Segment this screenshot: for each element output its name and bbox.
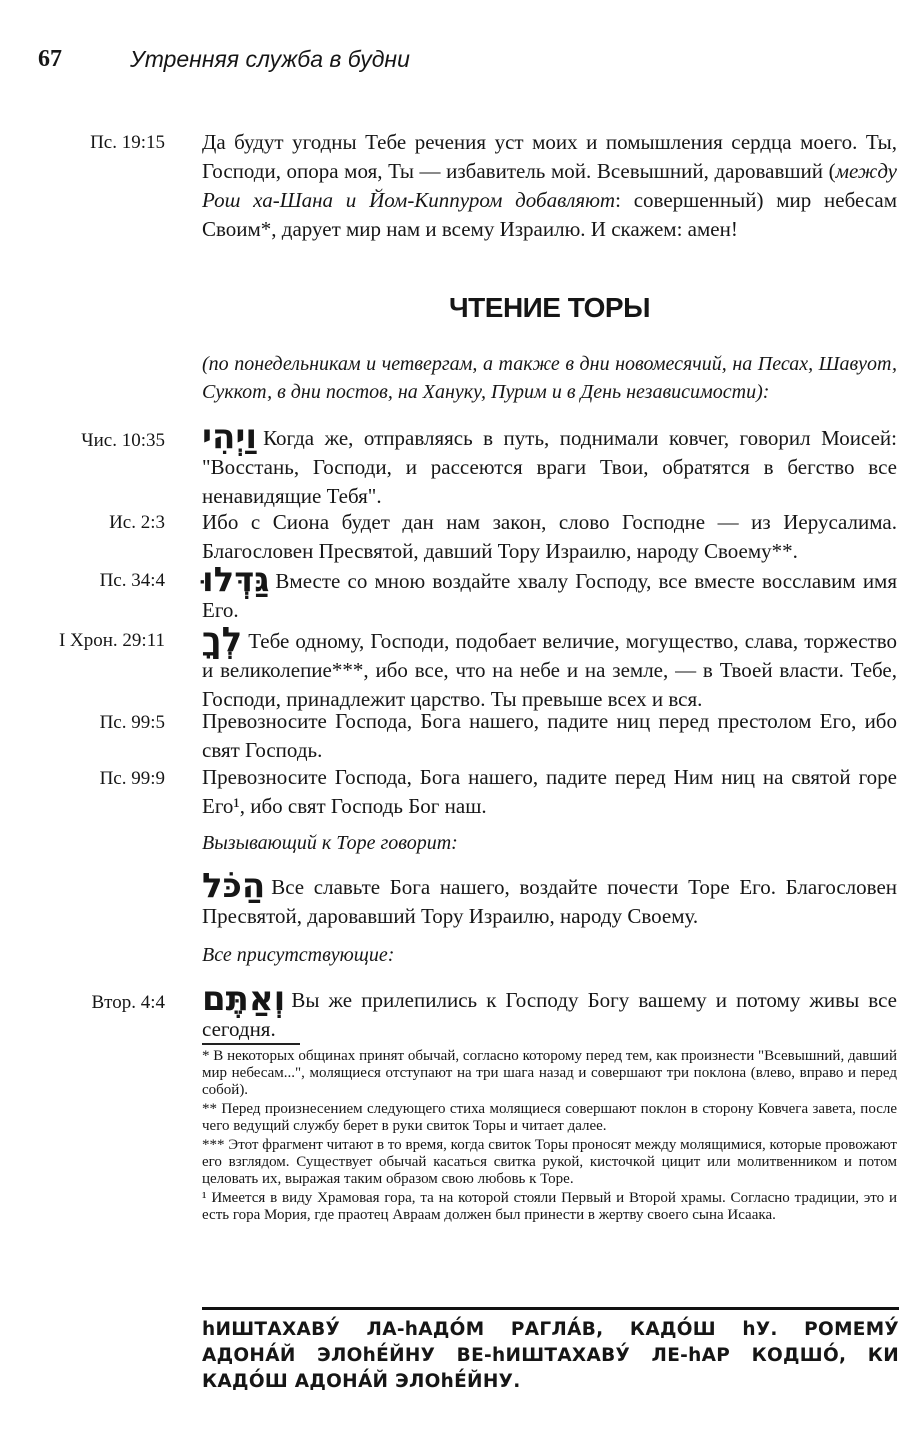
- verse-text: Превозносите Господа, Бога нашего, падите ниц перед престолом Его, ибо свят Господь.: [202, 709, 897, 762]
- verse-rubric: между Рош ха-Шана и Йом-Киппуром добавляют: [202, 159, 897, 212]
- verse-paragraph: [202, 707, 897, 765]
- hebrew-incipit: וְאַתֶּם: [202, 979, 286, 1019]
- section-intro: (по понедельникам и четвергам, а также в дни новомесячий, на Песах, Шавуот, Суккот, в дни постов, на Хануку, Пурим и в День независимости):: [202, 353, 897, 403]
- page-number: 67: [38, 46, 62, 72]
- rubric-congregation: Все присутствующие:: [202, 944, 395, 966]
- running-title: Утренняя служба в будни: [130, 46, 410, 72]
- verse-paragraph: [202, 560, 897, 625]
- verse-paragraph: [202, 763, 897, 821]
- transliteration-separator: [202, 1307, 899, 1310]
- verse-text: Когда же, отправляясь в путь, поднимали ковчег, говорил Моисей: "Восстань, Господи, и рассеются враги Твои, обратятся в бегство все ненавидящие Тебя".: [202, 426, 897, 508]
- verse-text: Все славьте Бога нашего, воздайте почести Торе Его. Благословен Пресвятой, даровавший Тору Израилю, народу Своему.: [202, 875, 897, 928]
- verse-reference: I Хрон. 29:11: [58, 630, 165, 651]
- verse-text: Тебе одному, Господи, подобает величие, могущество, слава, торжество и великолепие***, ибо все, что на небе и на земле, — в Твоей власти. Тебе, Господи, принадлежит царство. Ты превыше всех и вся.: [202, 629, 897, 711]
- hebrew-incipit: לְךָ: [202, 620, 243, 660]
- hebrew-incipit: וַיְהִי: [202, 417, 258, 457]
- section-title: ЧТЕНИЕ ТОРЫ: [448, 292, 651, 323]
- footnotes: [202, 1048, 897, 1224]
- rubric-caller: Вызывающий к Торе говорит:: [202, 832, 458, 854]
- footnote: * В некоторых общинах принят обычай, согласно которому перед тем, как произнести "Всевышний, давший мир небесам...", молящиеся отступают на три шага назад и совершают три поклона (влево, вправо и перед собой).: [202, 1048, 897, 1098]
- verse-text: : совершенный) мир небесам Своим*, дарует мир нам и всему Израилю. И скажем: амен!: [202, 188, 898, 241]
- verse-reference: Чис. 10:35: [81, 430, 165, 451]
- verse-paragraph: [202, 508, 897, 566]
- footnote-separator: [202, 1043, 300, 1045]
- verse-paragraph: [202, 979, 897, 1044]
- verse-reference: Пс. 34:4: [99, 570, 165, 591]
- verse-paragraph: [202, 620, 897, 714]
- page-header: [38, 40, 898, 80]
- verse-paragraph: [202, 866, 897, 931]
- verse-reference: Втор. 4:4: [91, 992, 165, 1013]
- footnote: ** Перед произнесением следующего стиха молящиеся совершают поклон в сторону Ковчега завета, после чего ведущий службу берет в руки свиток Торы и читает далее.: [202, 1101, 897, 1134]
- transliteration: hИШТАХАВУ́ ЛА-hАДО́М РАГЛА́В, КАДО́Ш hУ. РОМЕМУ́ АДОНА́Й ЭЛОhЕ́ЙНУ ВЕ-hИШТАХАВУ́ ЛЕ-hАР КОДШО́, КИ КАДО́Ш АДОНА́Й ЭЛОhЕ́ЙНУ.: [202, 1319, 899, 1392]
- verse-reference: Пс. 99:9: [99, 768, 165, 789]
- verse-text: Вы же прилепились к Господу Богу вашему и потому живы все сегодня.: [202, 988, 897, 1041]
- verse-paragraph: [202, 128, 897, 244]
- verse-reference: Пс. 99:5: [99, 712, 165, 733]
- footnote: ¹ Имеется в виду Храмовая гора, та на которой стояли Первый и Второй храмы. Согласно традиции, это и есть гора Мория, где праотец Авраам должен был принести в жертву своего сына Исаака.: [202, 1190, 897, 1223]
- hebrew-incipit: הַכֹּל: [202, 866, 266, 906]
- verse-text: Вместе со мною воздайте хвалу Господу, все вместе восславим имя Его.: [202, 569, 897, 622]
- verse-text: Ибо с Сиона будет дан нам закон, слово Господне — из Иерусалима. Благословен Пресвятой, давший Тору Израилю, народу Своему**.: [202, 510, 897, 563]
- verse-reference: Ис. 2:3: [109, 512, 165, 533]
- hebrew-incipit: גַּדְּלוּ: [202, 560, 270, 600]
- verse-reference: Пс. 19:15: [90, 132, 165, 153]
- verse-text: Превозносите Господа, Бога нашего, падите перед Ним ниц на святой горе Его¹, ибо свят Господь Бог наш.: [202, 765, 897, 818]
- verse-paragraph: [202, 417, 897, 511]
- footnote: *** Этот фрагмент читают в то время, когда свиток Торы проносят между молящимися, которые провожают его взглядом. Существует обычай касаться свитка рукой, кисточкой цицит или молитвенником и потом целовать их, выражая таким образом свою любовь к Торе.: [202, 1137, 897, 1187]
- verse-text: Да будут угодны Тебе речения уст моих и помышления сердца моего. Ты, Господи, опора моя, Ты — избавитель мой. Всевышний, даровавший (: [202, 130, 897, 183]
